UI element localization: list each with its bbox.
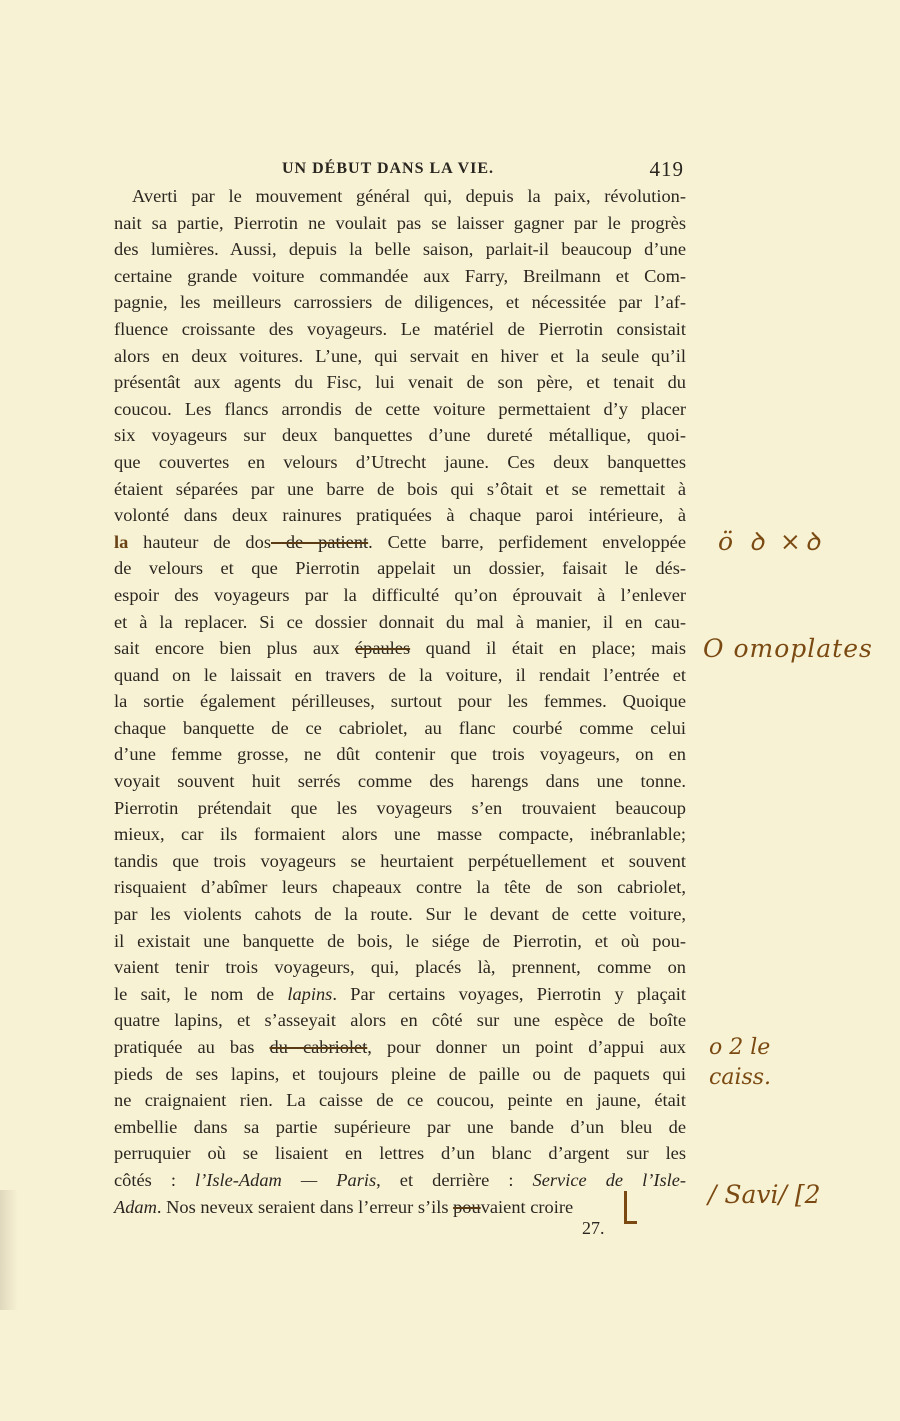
text-line: Pierrotin prétendait que les voyageurs s’en trouvaient beaucoup <box>114 797 686 818</box>
text-line: embellie dans sa partie supérieure par une bande d’un bleu de <box>114 1116 686 1137</box>
text-line: d’une femme grosse, ne dût contenir que trois voyageurs, on en <box>114 744 686 765</box>
signature-mark: 27. <box>582 1218 605 1238</box>
text-segment: . Par certains voyages, Pierrotin y plaçait <box>332 983 686 1004</box>
text-segment: le sait, le nom de <box>114 983 288 1004</box>
text-line-italic <box>114 1167 686 1194</box>
text-segment: , pour donner un point d’appui aux <box>367 1037 686 1057</box>
italic-term: l’Isle-Adam — Paris <box>195 1169 377 1190</box>
text-segment: pratiquée au bas <box>114 1037 270 1057</box>
body-text <box>114 183 686 1220</box>
text-line: fluence croissante des voyageurs. Le matériel de Pierrotin consistait <box>114 318 686 339</box>
page-number: 419 <box>649 157 684 181</box>
text-line: que couvertes en velours d’Utrecht jaune. Ces deux banquettes <box>114 451 686 472</box>
text-line: et à la replacer. Si ce dossier donnait du mal à manier, il en cau- <box>114 611 686 632</box>
text-segment: hauteur de dos <box>128 531 271 552</box>
text-line: de velours et que Pierrotin appelait un dossier, faisait le dés- <box>114 558 686 579</box>
text-line: perruquier où se lisaient en lettres d’un blanc d’argent sur les <box>114 1143 686 1164</box>
margin-note: / Savi/ [2 <box>708 1180 821 1209</box>
text-segment: , et derrière : <box>376 1169 533 1190</box>
margin-note: o 2 le caiss. <box>709 1035 772 1090</box>
text-line: étaient séparées par une barre de bois qui s’ôtait et se remettait à <box>114 478 686 499</box>
text-segment: côtés : <box>114 1169 196 1190</box>
inserted-correction: la <box>114 531 129 552</box>
text-line: il existait une banquette de bois, le siége de Pierrotin, et où pou- <box>114 930 686 951</box>
deleted-text: pou <box>453 1196 481 1217</box>
deleted-text: de patient <box>270 531 369 552</box>
text-segment: . Nos neveux seraient dans l’erreur s’ils <box>156 1196 454 1217</box>
text-line: nait sa partie, Pierrotin ne voulait pas se laisser gagner par le progrès <box>114 212 686 233</box>
text-line: par les violents cahots de la route. Sur le devant de cette voiture, <box>114 904 686 925</box>
text-line: tandis que trois voyageurs se heurtaient perpétuellement et souvent <box>114 850 686 871</box>
text-line: des lumières. Aussi, depuis la belle saison, parlait-il beaucoup d’une <box>114 239 686 260</box>
text-line: coucou. Les flancs arrondis de cette voiture permettaient d’y placer <box>114 398 686 419</box>
text-line: alors en deux voitures. L’une, qui servait en hiver et la seule qu’il <box>114 345 686 366</box>
text-line: voyait souvent huit serrés comme des harengs dans une tonne. <box>114 771 686 792</box>
text-line: mieux, car ils formaient alors une masse compacte, inébranlable; <box>114 824 686 845</box>
text-line: risquaient d’abîmer leurs chapeaux contre la tête de son cabriolet, <box>114 877 686 898</box>
text-segment: quand il était en place; mais <box>410 638 686 659</box>
text-line: certaine grande voiture commandée aux Farry, Breilmann et Com- <box>114 265 686 286</box>
text-line: pagnie, les meilleurs carrossiers de diligences, et nécessitée par l’af- <box>114 292 686 313</box>
text-line: ne craignaient rien. La caisse de ce coucou, peinte en jaune, était <box>114 1090 686 1111</box>
text-line-corrected <box>114 635 686 662</box>
text-segment: vaient croire <box>480 1196 574 1217</box>
deleted-text: du cabriolet <box>269 1037 368 1057</box>
margin-note: O omoplates <box>703 634 873 663</box>
text-line: quatre lapins, et s’asseyait alors en côté sur une espèce de boîte <box>114 1010 686 1031</box>
text-segment: . Cette barre, perfidement enveloppée <box>368 531 686 552</box>
text-line: présentât aux agents du Fisc, lui venait de son père, et tenait du <box>114 372 686 393</box>
text-line: Averti par le mouvement général qui, depuis la paix, révolution- <box>132 186 686 206</box>
italic-term: Service de l’Isle- <box>532 1169 687 1190</box>
text-line: six voyageurs sur deux banquettes d’une dureté métallique, quoi- <box>114 425 686 446</box>
italic-term: Adam <box>114 1196 157 1217</box>
text-line-corrected <box>114 529 686 556</box>
text-line-corrected <box>114 1034 686 1061</box>
text-line: pieds de ses lapins, et toujours pleine de paille ou de paquets qui <box>114 1063 686 1084</box>
margin-note: ö ꝺ ×ꝺ <box>718 527 824 556</box>
insertion-bracket-mark <box>624 1191 637 1224</box>
text-line: volonté dans deux rainures pratiquées à chaque paroi intérieure, à <box>114 505 686 526</box>
deleted-text: épaules <box>354 638 411 659</box>
text-line: quand on le laissait en travers de la voiture, il rendait l’entrée et <box>114 664 686 685</box>
text-line: la sortie également périlleuses, surtout pour les femmes. Quoique <box>114 691 686 712</box>
running-title: UN DÉBUT DANS LA VIE. <box>282 160 495 177</box>
text-segment: sait encore bien plus aux <box>114 638 355 659</box>
text-line: espoir des voyageurs par la difficulté qu’on éprouvait à l’enlever <box>114 584 686 605</box>
italic-term: lapins <box>287 983 333 1004</box>
text-line: chaque banquette de ce cabriolet, au flanc courbé comme celui <box>114 717 686 738</box>
text-line-italic <box>114 981 686 1008</box>
text-line: vaient tenir trois voyageurs, qui, placés là, prennent, comme on <box>114 957 686 978</box>
page-edge-shadow <box>0 1190 18 1310</box>
text-line-corrected <box>114 1194 686 1221</box>
